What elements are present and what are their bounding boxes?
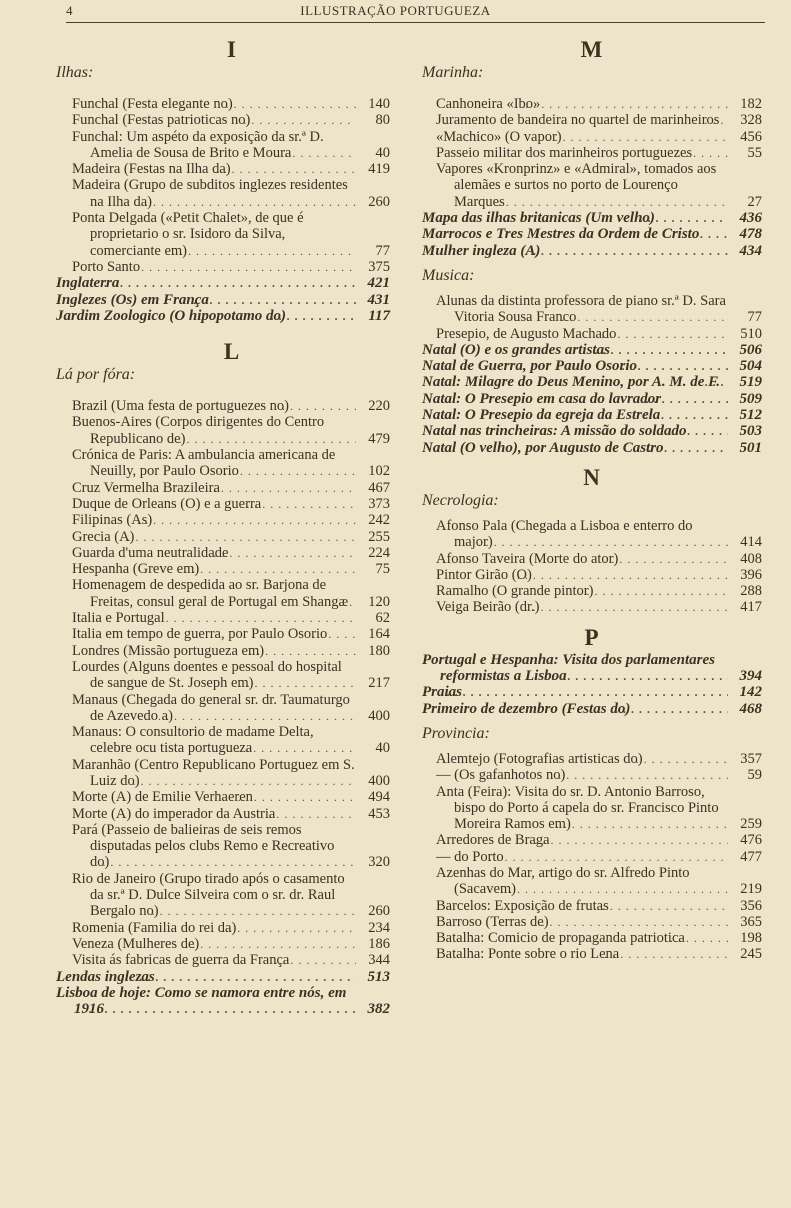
index-entry <box>56 161 390 177</box>
entry-page-number: 419 <box>356 161 390 177</box>
index-entry <box>422 684 762 700</box>
entry-title: Inglezes (Os) em França . . . <box>56 292 356 308</box>
entry-title: Filipinas (As) . . . <box>72 512 356 528</box>
index-entry <box>422 518 762 551</box>
entry-page-number: 182 <box>728 96 762 112</box>
entry-title: Buenos-Aires (Corpos dirigentes do Centro Republicano de) . . . <box>72 414 356 447</box>
index-entry <box>56 529 390 545</box>
letter-heading-p: P <box>584 624 600 650</box>
entry-page-number: 77 <box>728 309 762 325</box>
index-entry <box>56 871 390 920</box>
entry-page-number: 512 <box>728 407 762 423</box>
entry-page-number: 509 <box>728 391 762 407</box>
index-entry <box>422 112 762 128</box>
entry-title: Morte (A) do imperador da Austria . . . <box>72 806 356 822</box>
entry-title: Natal: Milagre do Deus Menino, por A. M. de F. . . . <box>422 374 728 390</box>
entry-page-number: 375 <box>356 259 390 275</box>
index-entry <box>422 898 762 914</box>
entry-title: Italia e Portugal . . . <box>72 610 356 626</box>
entry-page-number: 396 <box>728 567 762 583</box>
index-entry <box>422 767 762 783</box>
entry-page-number: 234 <box>356 920 390 936</box>
entry-page-number: 476 <box>728 832 762 848</box>
entry-page-number: 80 <box>356 112 390 128</box>
index-entry <box>56 129 390 162</box>
entry-page-number: 504 <box>728 358 762 374</box>
index-entry <box>56 692 390 725</box>
entry-page-number: 421 <box>356 275 390 291</box>
index-entry <box>422 161 762 210</box>
entry-title: Pará (Passeio de balieiras de seis remos disputadas pelos clubs Remo e Recreativo do) . . . <box>72 822 356 871</box>
index-entry <box>422 946 762 962</box>
index-entry <box>56 985 390 1018</box>
entry-page-number: 55 <box>728 145 762 161</box>
entry-title: Anta (Feira): Visita do sr. D. Antonio Barroso, bispo do Porto á capela do sr. Francisco Pinto Moreira Ramos em) . . . <box>436 784 728 833</box>
index-entry <box>56 210 390 259</box>
index-entry <box>56 659 390 692</box>
index-entry <box>56 447 390 480</box>
entry-title: Veneza (Mulheres de) . . . <box>72 936 356 952</box>
entry-title: Ramalho (O grande pintor) . . . <box>436 583 728 599</box>
index-entry <box>422 326 762 342</box>
index-entry <box>56 275 390 291</box>
index-entry <box>56 496 390 512</box>
index-entry <box>422 930 762 946</box>
publication-title: ILLUSTRAÇÃO PORTUGUEZA <box>300 3 491 18</box>
entry-page-number: 494 <box>356 789 390 805</box>
entry-title: Canhoneira «Ibo» . . . <box>436 96 728 112</box>
entry-page-number: 408 <box>728 551 762 567</box>
entry-title: Porto Santo . . . <box>72 259 356 275</box>
index-entry <box>56 920 390 936</box>
entry-title: Romenia (Familia do rei da) . . . <box>72 920 356 936</box>
index-entry <box>56 789 390 805</box>
index-entry <box>56 577 390 610</box>
index-entry <box>422 243 762 259</box>
entry-page-number: 373 <box>356 496 390 512</box>
entry-page-number: 468 <box>728 701 762 717</box>
entry-title: «Machico» (O vapor) . . . <box>436 129 728 145</box>
index-entry <box>422 145 762 161</box>
entry-title: Lisboa de hoje: Como se namora entre nós, em 1916 . . . <box>56 985 356 1018</box>
entry-list <box>422 96 762 210</box>
index-entry <box>56 757 390 790</box>
index-entry <box>422 583 762 599</box>
index-entry <box>422 358 762 374</box>
index-entry <box>56 259 390 275</box>
entry-page-number: 506 <box>728 342 762 358</box>
index-entry <box>56 952 390 968</box>
entry-page-number: 75 <box>356 561 390 577</box>
index-entry <box>56 414 390 447</box>
entry-title: Funchal (Festa elegante no) . . . <box>72 96 356 112</box>
index-entry <box>56 112 390 128</box>
entry-title: Vapores «Kronprinz» e «Admiral», tomados aos alemães e surtos no porto de Lourenço Marques . . . <box>436 161 728 210</box>
entry-page-number: 417 <box>728 599 762 615</box>
index-entry <box>56 610 390 626</box>
entry-title: Afonso Pala (Chegada a Lisboa e enterro do major) . . . <box>436 518 728 551</box>
entry-title: Maranhão (Centro Republicano Portuguez em S. Luiz do) . . . <box>72 757 356 790</box>
section-musica: Musica: <box>422 266 475 284</box>
entry-title: Natal de Guerra, por Paulo Osorio . . . <box>422 358 728 374</box>
italic-entry-list <box>422 652 762 717</box>
index-entry <box>56 545 390 561</box>
entry-list <box>56 398 390 968</box>
entry-page-number: 117 <box>356 308 390 324</box>
index-entry <box>56 724 390 757</box>
entry-page-number: 400 <box>356 773 390 789</box>
section-ilhas: Ilhas: <box>56 64 94 81</box>
entry-title: Natal: O Presepio da egreja da Estrela . . . <box>422 407 728 423</box>
entry-title: Mapa das ilhas britanicas (Um velho) . . . <box>422 210 728 226</box>
entry-title: Azenhas do Mar, artigo do sr. Alfredo Pinto (Sacavem) . . . <box>436 865 728 898</box>
entry-title: Juramento de bandeira no quartel de marinheiros . . . <box>436 112 728 128</box>
entry-title: Passeio militar dos marinheiros portuguezes . . . <box>436 145 728 161</box>
entry-page-number: 120 <box>356 594 390 610</box>
entry-page-number: 328 <box>728 112 762 128</box>
entry-title: Jardim Zoologico (O hipopotamo do) . . . <box>56 308 356 324</box>
index-entry <box>56 936 390 952</box>
page-header <box>0 0 791 24</box>
entry-page-number: 245 <box>728 946 762 962</box>
entry-title: Madeira (Festas na Ilha da) . . . <box>72 161 356 177</box>
entry-page-number: 142 <box>728 684 762 700</box>
index-entry <box>56 480 390 496</box>
index-entry <box>422 567 762 583</box>
index-entry <box>56 308 390 324</box>
entry-title: Natal: O Presepio em casa do lavrador . . . <box>422 391 728 407</box>
entry-title: Afonso Taveira (Morte do ator) . . . <box>436 551 728 567</box>
entry-page-number: 510 <box>728 326 762 342</box>
entry-title: Inglaterra . . . <box>56 275 356 291</box>
entry-page-number: 513 <box>356 969 390 985</box>
index-entry <box>422 423 762 439</box>
entry-page-number: 357 <box>728 751 762 767</box>
entry-page-number: 140 <box>356 96 390 112</box>
entry-page-number: 467 <box>356 480 390 496</box>
index-entry <box>422 342 762 358</box>
entry-title: Funchal: Um aspéto da exposição da sr.ª D. Amelia de Sousa de Brito e Moura . . . <box>72 129 356 162</box>
entry-page-number: 503 <box>728 423 762 439</box>
entry-page-number: 453 <box>356 806 390 822</box>
entry-page-number: 217 <box>356 675 390 691</box>
entry-title: Hespanha (Greve em) . . . <box>72 561 356 577</box>
entry-page-number: 27 <box>728 194 762 210</box>
index-entry <box>56 398 390 414</box>
entry-title: Pintor Girão (O) . . . <box>436 567 728 583</box>
entry-title: Italia em tempo de guerra, por Paulo Osorio . . . <box>72 626 356 642</box>
index-entry <box>422 652 762 685</box>
index-entry <box>422 96 762 112</box>
entry-title: Rio de Janeiro (Grupo tirado após o casamento da sr.ª D. Dulce Silveira com o sr. dr. Raul Bergalo no) . . . <box>72 871 356 920</box>
entry-page-number: 478 <box>728 226 762 242</box>
entry-title: Lourdes (Alguns doentes e pessoal do hospital de sangue de St. Joseph em) . . . <box>72 659 356 692</box>
entry-page-number: 40 <box>356 145 390 161</box>
left-column <box>56 36 390 1017</box>
entry-title: Alunas da distinta professora de piano sr.ª D. Sara Vitoria Sousa Franco . . . <box>436 293 728 326</box>
entry-page-number: 356 <box>728 898 762 914</box>
entry-page-number: 77 <box>356 243 390 259</box>
entry-title: Portugal e Hespanha: Visita dos parlamentares reformistas a Lisboa . . . <box>422 652 728 685</box>
entry-title: Londres (Missão portugueza em) . . . <box>72 643 356 659</box>
index-entry <box>422 374 762 390</box>
entry-page-number: 59 <box>728 767 762 783</box>
index-entry <box>56 561 390 577</box>
entry-page-number: 501 <box>728 440 762 456</box>
entry-page-number: 255 <box>356 529 390 545</box>
entry-title: Manaus: O consultorio de madame Delta, celebre ocu tista portugueza . . . <box>72 724 356 757</box>
italic-entry-list <box>56 969 390 1018</box>
entry-title: Batalha: Comicio de propaganda patriotica . . . <box>436 930 728 946</box>
italic-entry-list <box>422 210 762 259</box>
entry-page-number: 477 <box>728 849 762 865</box>
index-entry <box>422 751 762 767</box>
index-entry <box>56 96 390 112</box>
index-entry <box>56 969 390 985</box>
entry-page-number: 394 <box>728 668 762 684</box>
index-entry <box>422 914 762 930</box>
entry-page-number: 434 <box>728 243 762 259</box>
entry-title: Natal (O velho), por Augusto de Castro . . . <box>422 440 728 456</box>
entry-title: Mulher ingleza (A) . . . <box>422 243 728 259</box>
index-entry <box>422 865 762 898</box>
entry-title: Praias . . . <box>422 684 728 700</box>
entry-title: Barcelos: Exposição de frutas . . . <box>436 898 728 914</box>
entry-page-number: 62 <box>356 610 390 626</box>
entry-page-number: 224 <box>356 545 390 561</box>
index-entry <box>56 643 390 659</box>
entry-page-number: 198 <box>728 930 762 946</box>
section-marinha: Marinha: <box>422 64 484 81</box>
entry-title: Homenagem de despedida ao sr. Barjona de Freitas, consul geral de Portugal em Shangæ . . . <box>72 577 356 610</box>
section-necrologia: Necrologia: <box>422 491 499 509</box>
entry-list <box>422 293 762 342</box>
index-entry <box>422 440 762 456</box>
letter-heading-m: M <box>580 37 604 62</box>
entry-page-number: 519 <box>728 374 762 390</box>
entry-title: Ponta Delgada («Petit Chalet», de que é proprietario o sr. Isidoro da Silva, comerciante em) . . . <box>72 210 356 259</box>
entry-title: Cruz Vermelha Brazileira . . . <box>72 480 356 496</box>
entry-title: Guarda d'uma neutralidade . . . <box>72 545 356 561</box>
index-entry <box>422 599 762 615</box>
entry-page-number: 320 <box>356 854 390 870</box>
right-column <box>422 36 762 963</box>
entry-title: Natal nas trincheiras: A missão do soldado . . . <box>422 423 728 439</box>
entry-page-number: 414 <box>728 534 762 550</box>
entry-page-number: 288 <box>728 583 762 599</box>
index-entry <box>422 849 762 865</box>
index-entry <box>422 784 762 833</box>
entry-title: Veiga Beirão (dr.) . . . <box>436 599 728 615</box>
entry-page-number: 260 <box>356 194 390 210</box>
letter-heading-i: I <box>227 37 237 62</box>
italic-entry-list <box>56 275 390 324</box>
index-entry <box>422 701 762 717</box>
entry-page-number: 479 <box>356 431 390 447</box>
entry-title: — (Os gafanhotos no) . . . <box>436 767 728 783</box>
entry-title: Primeiro de dezembro (Festas do) . . . <box>422 701 728 717</box>
entry-page-number: 431 <box>356 292 390 308</box>
italic-entry-list <box>422 342 762 456</box>
entry-title: — do Porto . . . <box>436 849 728 865</box>
index-entry <box>422 407 762 423</box>
index-entry <box>422 551 762 567</box>
section-la-por-fora: Lá por fóra: <box>56 366 136 384</box>
entry-title: Visita ás fabricas de guerra da França . . . <box>72 952 356 968</box>
entry-page-number: 382 <box>356 1001 390 1017</box>
entry-title: Madeira (Grupo de subditos inglezes residentes na Ilha da) . . . <box>72 177 356 210</box>
letter-heading-l: L <box>223 339 241 365</box>
entry-list <box>422 518 762 616</box>
entry-title: Manaus (Chegada do general sr. dr. Taumaturgo de Azevedo a) . . . <box>72 692 356 725</box>
entry-title: Natal (O) e os grandes artistas . . . <box>422 342 728 358</box>
entry-page-number: 260 <box>356 903 390 919</box>
index-entry <box>56 806 390 822</box>
index-entry <box>422 293 762 326</box>
index-entry <box>422 832 762 848</box>
entry-title: Presepio, de Augusto Machado . . . <box>436 326 728 342</box>
entry-title: Batalha: Ponte sobre o rio Lena . . . <box>436 946 728 962</box>
index-entry <box>422 391 762 407</box>
entry-page-number: 344 <box>356 952 390 968</box>
index-entry <box>422 210 762 226</box>
entry-page-number: 180 <box>356 643 390 659</box>
entry-title: Alemtejo (Fotografias artisticas do) . . . <box>436 751 728 767</box>
index-entry <box>56 292 390 308</box>
entry-title: Duque de Orleans (O) e a guerra . . . <box>72 496 356 512</box>
entry-page-number: 40 <box>356 740 390 756</box>
page-number: 4 <box>66 3 73 18</box>
index-entry <box>422 129 762 145</box>
index-entry <box>56 626 390 642</box>
index-entry <box>56 512 390 528</box>
header-rule <box>66 22 765 23</box>
entry-page-number: 436 <box>728 210 762 226</box>
entry-title: Grecia (A) . . . <box>72 529 356 545</box>
entry-title: Funchal (Festas patrioticas no) . . . <box>72 112 356 128</box>
entry-page-number: 400 <box>356 708 390 724</box>
entry-page-number: 220 <box>356 398 390 414</box>
entry-title: Lendas inglezas . . . <box>56 969 356 985</box>
index-entry <box>56 822 390 871</box>
entry-page-number: 164 <box>356 626 390 642</box>
entry-title: Marrocos e Tres Mestres da Ordem de Cristo . . . <box>422 226 728 242</box>
letter-heading-n: N <box>583 464 601 490</box>
section-provincia: Provincia: <box>422 724 490 742</box>
entry-page-number: 456 <box>728 129 762 145</box>
entry-page-number: 102 <box>356 463 390 479</box>
index-entry <box>422 226 762 242</box>
entry-title: Barroso (Terras de) . . . <box>436 914 728 930</box>
index-entry <box>56 177 390 210</box>
entry-title: Crónica de Paris: A ambulancia americana de Neuilly, por Paulo Osorio . . . <box>72 447 356 480</box>
entry-page-number: 186 <box>356 936 390 952</box>
entry-page-number: 259 <box>728 816 762 832</box>
entry-list <box>422 751 762 963</box>
entry-page-number: 365 <box>728 914 762 930</box>
entry-title: Arredores de Braga . . . <box>436 832 728 848</box>
entry-title: Morte (A) de Emilie Verhaeren . . . <box>72 789 356 805</box>
entry-page-number: 242 <box>356 512 390 528</box>
entry-title: Brazil (Uma festa de portuguezes no) . . . <box>72 398 356 414</box>
entry-page-number: 219 <box>728 881 762 897</box>
entry-list <box>56 96 390 275</box>
